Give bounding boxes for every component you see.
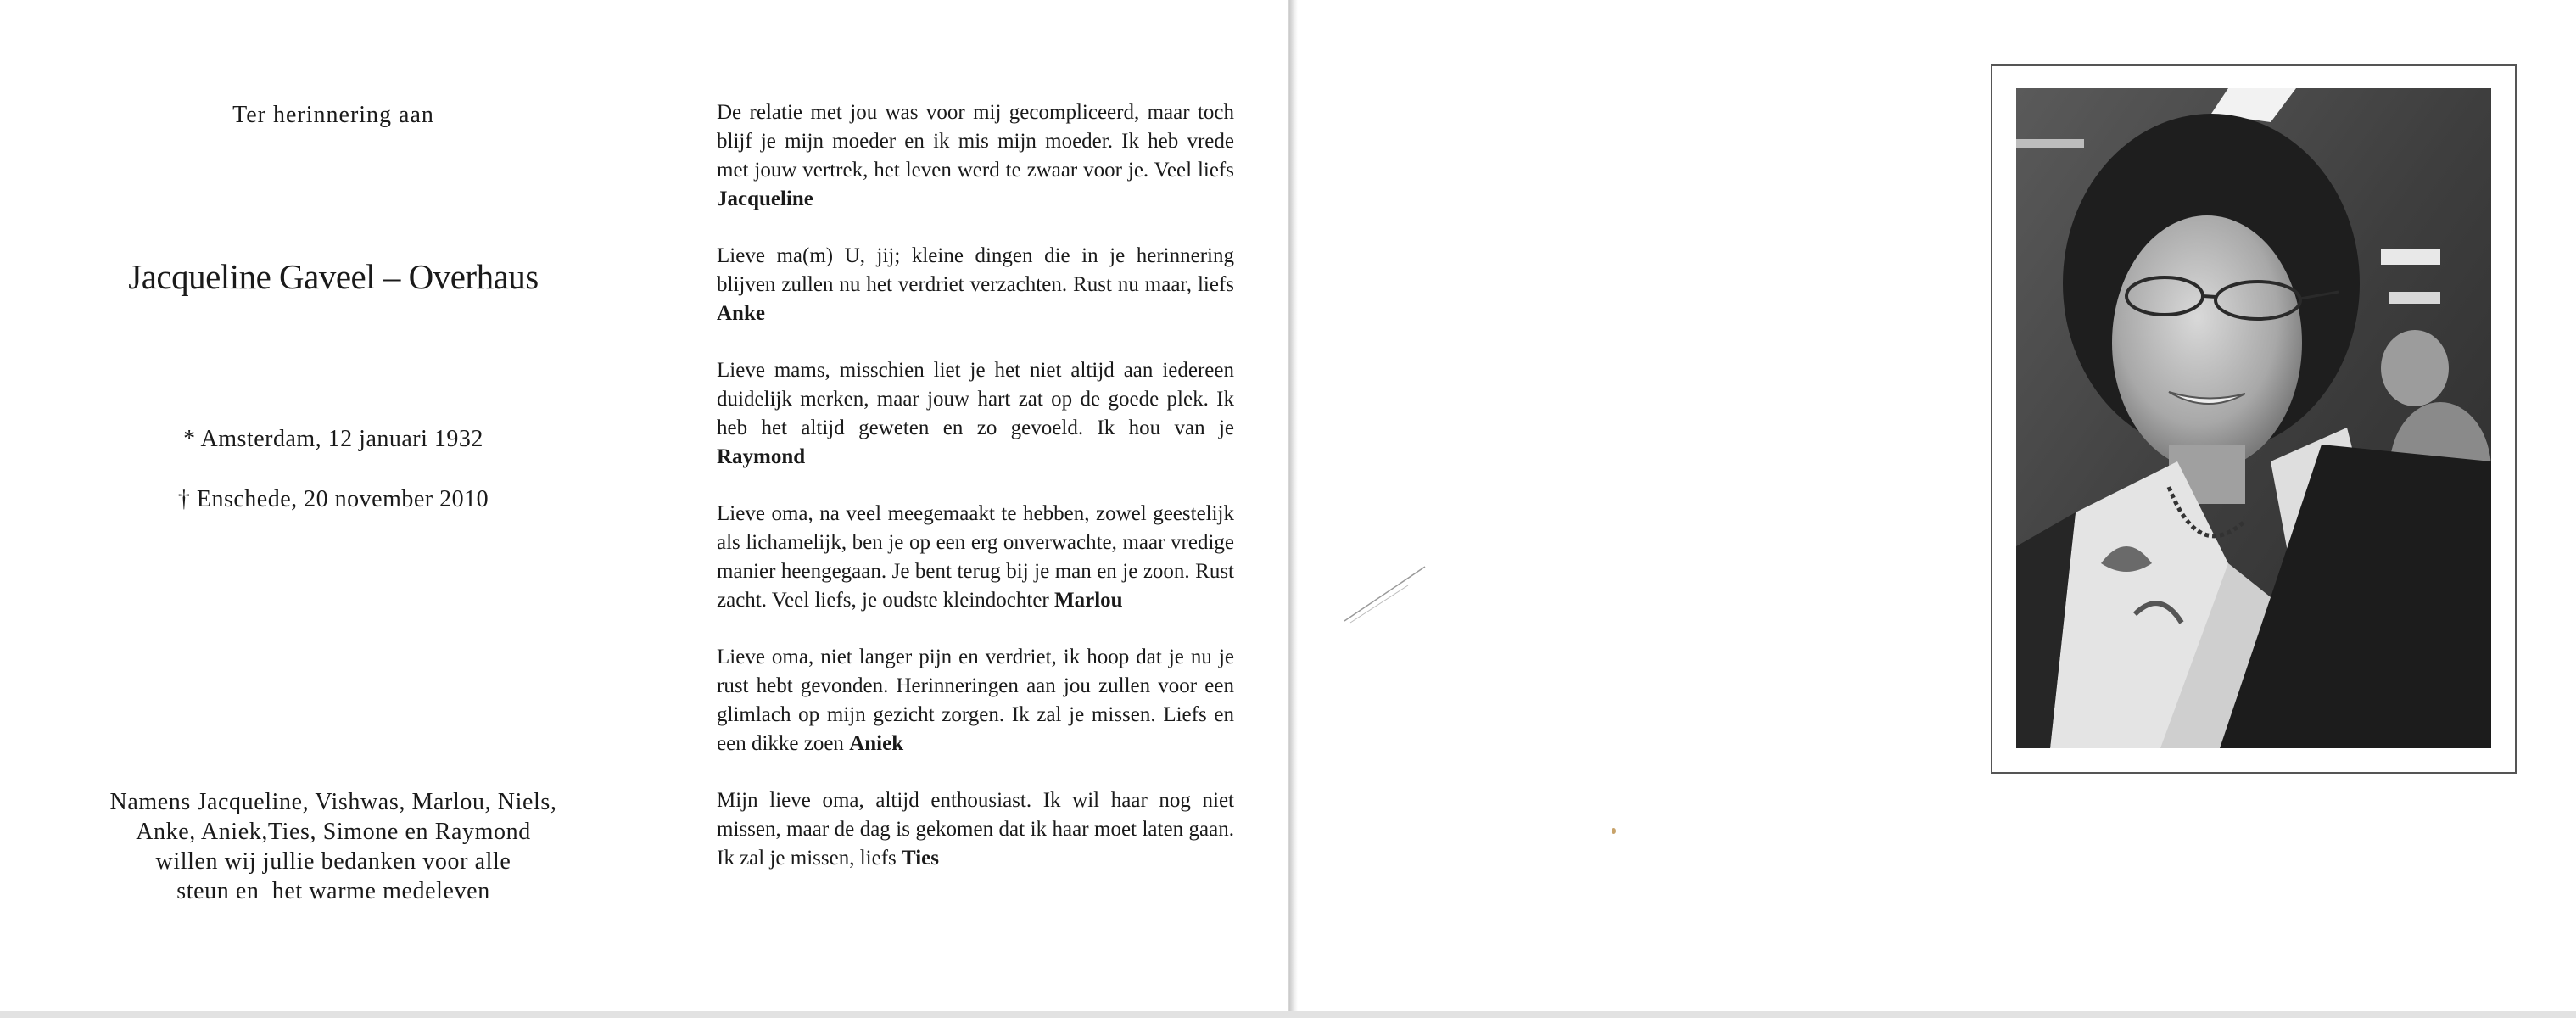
- message-raymond: [717, 356, 1234, 472]
- card-bottom-edge: [0, 1011, 2576, 1018]
- message-aniek: [717, 643, 1234, 758]
- thanks-line: Anke, Aniek,Ties, Simone en Raymond: [136, 819, 531, 845]
- message-signature: Raymond: [717, 445, 806, 468]
- message-text: Lieve ma(m) U, jij; kleine dingen die in je herinnering blijven zullen nu het verdriet verzachten. Rust nu maar, liefs: [717, 244, 1234, 296]
- message-text: Mijn lieve oma, altijd enthousiast. Ik wil haar nog niet missen, maar de dag is gekomen dat ik haar moet laten gaan. Ik zal je missen, liefs: [717, 789, 1234, 870]
- message-text: Lieve oma, niet langer pijn en verdriet, ik hoop dat je nu je rust hebt gevonden. Herinneringen aan jou zullen voor een glimlach op mijn gezicht zorgen. Ik zal je missen. Liefs en een dikke zoen: [717, 646, 1234, 755]
- intro-text: Ter herinnering aan: [232, 102, 434, 128]
- thanks-line: Namens Jacqueline, Vishwas, Marlou, Niels,: [109, 789, 557, 815]
- message-signature: Aniek: [849, 732, 904, 755]
- message-signature: Marlou: [1054, 589, 1123, 612]
- thanks-text: [3, 787, 664, 906]
- message-jacqueline: [717, 98, 1234, 214]
- messages-column: [717, 98, 1234, 901]
- message-ties: [717, 786, 1234, 873]
- death-line: † Enschede, 20 november 2010: [177, 486, 489, 512]
- portrait-photo: [2016, 88, 2491, 748]
- thanks-line: steun en het warme medeleven: [176, 878, 490, 904]
- message-marlou: [717, 500, 1234, 615]
- portrait-photo-frame: [1991, 64, 2517, 774]
- message-text: Lieve oma, na veel meegemaakt te hebben, zowel geestelijk als lichamelijk, ben je op een erg onverwachte, maar vredige manier heengegaan. Je bent terug bij je man en je zoon. Rust zacht. Veel liefs, je oudste kleindochter: [717, 502, 1234, 612]
- card-inner-left-panel: [0, 0, 1289, 1011]
- message-text: De relatie met jou was voor mij gecompliceerd, maar toch blijf je mijn moeder en ik mis mijn moeder. Ik heb vrede met jouw vertrek, het leven werd te zwaar voor je. Veel liefs: [717, 101, 1234, 182]
- message-signature: Anke: [717, 302, 765, 325]
- paper-scratch-mark: [1340, 560, 1433, 628]
- message-signature: Ties: [902, 847, 939, 870]
- paper-speck: [1612, 828, 1616, 834]
- message-signature: Jacqueline: [717, 187, 813, 210]
- card-fold: [1289, 0, 1298, 1018]
- thanks-line: willen wij jullie bedanken voor alle: [155, 848, 511, 875]
- message-anke: [717, 242, 1234, 328]
- message-text: Lieve mams, misschien liet je het niet altijd aan iedereen duidelijk merken, maar jouw hart zat op de goede plek. Ik heb het altijd geweten en zo gevoeld. Ik hou van je: [717, 359, 1234, 439]
- birth-line: * Amsterdam, 12 januari 1932: [183, 426, 483, 452]
- deceased-name: Jacqueline Gaveel – Overhaus: [128, 257, 539, 296]
